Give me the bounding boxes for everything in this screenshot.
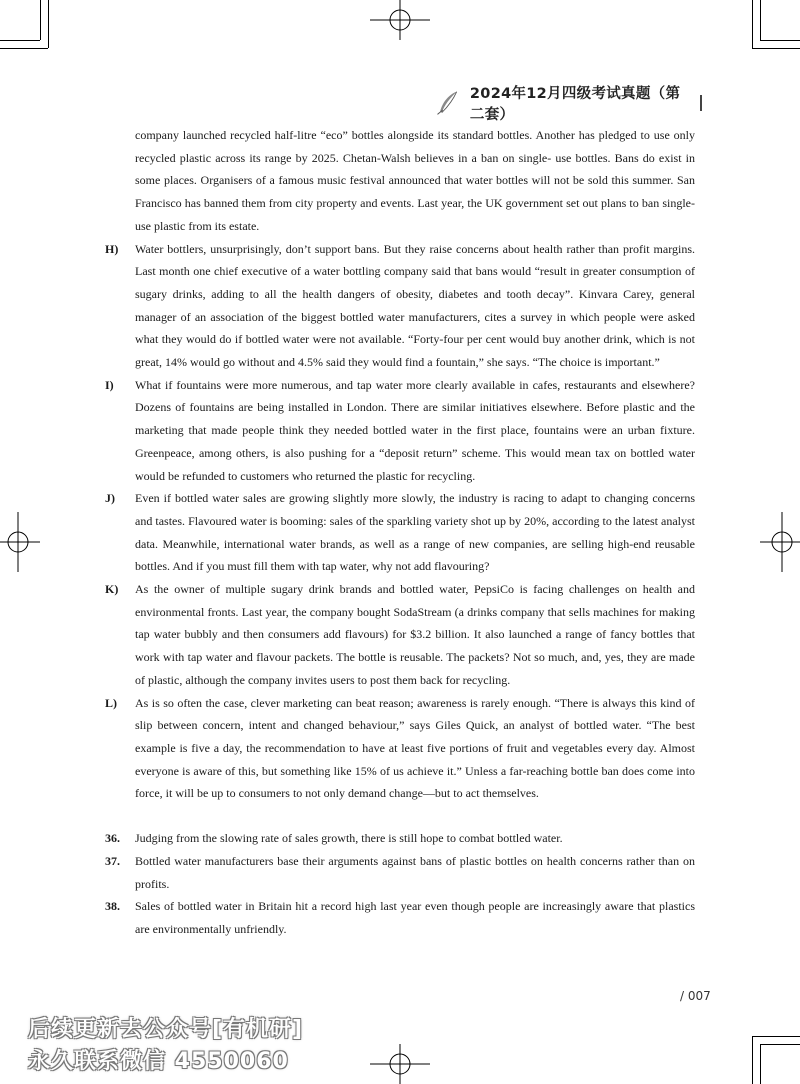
feather-icon [434,87,462,119]
watermark-line-1: 后续更新去公众号[有机研] [28,1017,304,1042]
paragraph-label: H) [105,241,119,256]
question-number: 38. [105,899,120,914]
crop-mark [752,48,800,49]
crop-mark [0,40,40,41]
crop-mark [760,0,761,40]
question-37 [105,850,695,895]
crop-mark [752,0,753,48]
question-text: Sales of bottled water in Britain hit a record high last year even though people are increasingly aware that plastics are environmentally unfriendly. [135,899,695,936]
question-text: Bottled water manufacturers base their arguments against bans of plastic bottles on health concerns rather than on profits. [135,853,695,891]
paragraph-l [105,692,695,806]
paragraph-i [105,374,695,488]
crop-mark [0,48,48,49]
paragraph-text: company launched recycled half-litre “eco” bottles alongside its standard bottles. Another has pledged to use only recycled plastic across its range by 2025. Chetan-Walsh believes in a ban on single- use bottles. Bans do exist in some places. Organisers of a famous music festival announced that water bottles will not be sold this summer. San Francisco has banned them from city property and events. Last year, the UK government set out plans to ban single-use plastic from its estate. [135,128,695,233]
question-36 [105,827,695,850]
paragraph-text: Even if bottled water sales are growing slightly more slowly, the industry is racing to adapt to changing concerns and tastes. Flavoured water is booming: sales of the sparkling variety shot up by 20%, according to the latest analyst data. Meanwhile, international water brands, as well as a range of new companies, are selling high-end reusable bottles. And if you must fill them with tap water, why not add flavouring? [135,491,695,574]
crop-mark [760,40,800,41]
paragraph-label: K) [105,582,119,597]
paragraph-continued [105,124,695,238]
paragraph-label: J) [105,491,115,506]
header-divider [700,95,702,111]
article-body [105,124,695,941]
registration-mark-icon [0,512,40,572]
question-number: 37. [105,853,120,868]
paragraph-text: As is so often the case, clever marketing can beat reason; awareness is rarely enough. “There is always this kind of slip between concern, intent and changed behaviour,” says Giles Quick, an analyst of bottled water. “The best example is five a day, the recommendation to have at least five portions of fruit and vegetables every day. Almost everyone is aware of this, but something like 15% of us achieve it.” Unless a far-reaching bottle ban does come into force, it will be up to consumers to not only demand change—but to act themselves. [135,695,695,801]
paragraph-text: What if fountains were more numerous, and tap water more clearly available in cafes, restaurants and elsewhere? Dozens of fountains are being installed in London. There are similar initiatives elsewhere. Before plastic and the marketing that made people think they needed bottled water in the first place, fountains were an urban fixture. Greenpeace, among others, is also pushing for a “deposit return” scheme. This would mean tax on bottled water would be refunded to customers who returned the plastic for recycling. [135,377,695,483]
registration-mark-icon [370,1044,430,1084]
crop-mark [760,1044,761,1084]
registration-mark-icon [370,0,430,40]
paragraph-h [105,238,695,374]
paragraph-j [105,487,695,578]
paragraph-text: Water bottlers, unsurprisingly, don’t support bans. But they raise concerns about health rather than profit margins. Last month one chief executive of a water bottling company said that bans would “result in greater consumption of sugary drinks, adding to all the health dangers of obesity, diabetes and tooth decay”. Kinvara Carey, general manager of an association of the biggest bottled water manufacturers, cites a survey in which people were asked what they would do if bottled water were not available. “Forty-four per cent would buy another drink, which is not great, 14% would go without and 4.5% said they would find a fountain,” she says. “The choice is important.” [135,241,695,370]
watermark-line-2: 永久联系微信 4550060 [28,1049,289,1074]
page-number: / 007 [680,989,711,1003]
question-text: Judging from the slowing rate of sales growth, there is still hope to combat bottled water. [135,831,563,846]
page-title: 2024年12月四级考试真题（第二套） [469,86,681,123]
paragraph-label: I) [105,377,114,392]
crop-mark [752,1036,800,1037]
paragraph-k [105,578,695,692]
paragraph-label: L) [105,695,117,710]
crop-mark [48,0,49,48]
page-header [434,86,702,123]
question-number: 36. [105,831,120,846]
question-38 [105,895,695,940]
crop-mark [40,0,41,40]
registration-mark-icon [760,512,800,572]
paragraph-text: As the owner of multiple sugary drink brands and bottled water, PepsiCo is facing challenges on health and environmental fronts. Last year, the company bought SodaStream (a drinks company that sells machines for making tap water bubbly and then consumers add flavours) for $3.2 billion. It also launched a range of fancy bottles that work with tap water and flavour packets. The bottle is reusable. The packets? Not so much, and, yes, they are made of plastic, although the company invites users to post them back for recycling. [135,582,695,687]
section-gap [105,805,695,827]
crop-mark [752,1036,753,1084]
crop-mark [760,1044,800,1045]
